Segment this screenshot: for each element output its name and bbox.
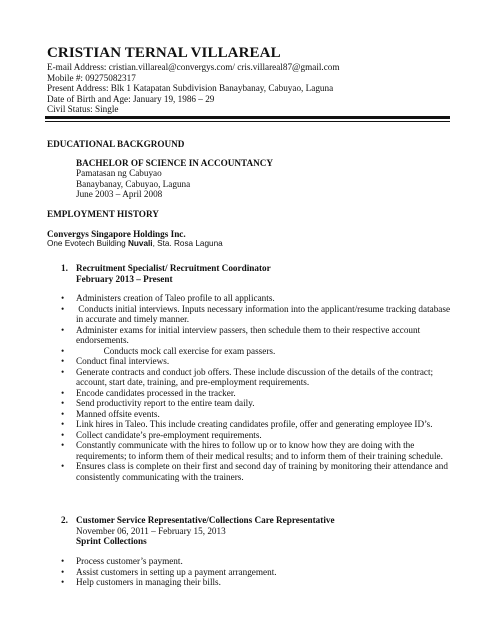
- job-2-dates: November 06, 2011 – February 15, 2013: [76, 525, 226, 536]
- email-line: E-mail Address: cristian.villareal@convergys.com/ cris.villareal87@gmail.com: [47, 62, 340, 72]
- education-dates: June 2003 – April 2008: [76, 189, 163, 200]
- duty-item: • Conduct final interviews.: [61, 356, 170, 366]
- company-address: One Evotech Building Nuvali, Sta. Rosa Laguna: [47, 239, 223, 249]
- duty-item: • Conducts mock call exercise for exam passers.: [61, 345, 276, 356]
- job-2-header: [61, 515, 335, 547]
- bullet-icon: •: [61, 303, 65, 314]
- duty-item: • Conducts initial interviews. Inputs necessary information into the applicant/resume tracking database in accurate and timely manner.: [61, 303, 453, 324]
- bullet-icon: •: [61, 566, 65, 577]
- bullet-icon: •: [61, 577, 65, 587]
- bullet-icon: •: [61, 345, 65, 356]
- civil-status-line: Civil Status: Single: [47, 104, 119, 115]
- mobile-line: Mobile #: 09275082317: [47, 72, 136, 83]
- education-heading: EDUCATIONAL BACKGROUND: [47, 139, 185, 149]
- bullet-icon: •: [61, 556, 65, 566]
- duty-item: • Process customer’s payment.: [61, 556, 183, 566]
- bullet-icon: •: [61, 293, 65, 303]
- job-1-header: [61, 263, 271, 284]
- bullet-icon: •: [61, 387, 65, 398]
- header-rule-thin: [45, 121, 450, 122]
- employment-heading: EMPLOYMENT HISTORY: [47, 209, 159, 219]
- duty-item: • Assist customers in setting up a payment arrangement.: [61, 566, 277, 577]
- bullet-icon: •: [61, 398, 65, 408]
- duty-item: • Ensures class is complete on their first and second day of training by monitoring their attendance and consistently communicating with the trainers.: [61, 461, 451, 482]
- duty-item: • Send productivity report to the entire team daily.: [61, 398, 255, 408]
- duty-item: • Manned offsite events.: [61, 408, 160, 419]
- education-entry: [76, 158, 273, 200]
- job-2-company: Sprint Collections: [76, 536, 147, 546]
- bullet-icon: •: [61, 408, 65, 419]
- job-2-title: Customer Service Representative/Collections Care Representative: [76, 515, 335, 525]
- birth-line: Date of Birth and Age: January 19, 1986 – 29: [47, 93, 215, 104]
- header-rule-thick: [45, 116, 450, 119]
- duty-item: • Administer exams for initial interview passers, then schedule them to their respective account endorsements.: [61, 324, 423, 345]
- duty-item: • Constantly communicate with the hires to follow up or to know how they are doing with the requirements; to inform them of their medical results; and to inform them of their training schedule.: [61, 440, 443, 461]
- applicant-name: CRISTIAN TERNAL VILLAREAL: [47, 45, 281, 61]
- contact-block: [47, 62, 340, 115]
- school: Pamatasan ng Cabuyao: [76, 168, 162, 179]
- duty-item: • Help customers in managing their bills.: [61, 577, 221, 587]
- duty-item: • Collect candidate’s pre-employment requirements.: [61, 429, 262, 440]
- bullet-icon: •: [61, 419, 65, 429]
- bullet-icon: •: [61, 440, 65, 450]
- duty-item: • Generate contracts and conduct job offers. These include discussion of the details of the contract; account, start date, training, and pre-employment requirements.: [61, 366, 436, 387]
- duty-item: • Encode candidates processed in the tracker.: [61, 387, 236, 398]
- address-line: Present Address: Blk 1 Katapatan Subdivision Banaybanay, Cabuyao, Laguna: [47, 83, 334, 94]
- bullet-icon: •: [61, 324, 65, 335]
- job-2-duties: [61, 556, 451, 588]
- job-2-number: 2.: [61, 515, 68, 525]
- bullet-icon: •: [61, 356, 65, 366]
- bullet-icon: •: [61, 429, 65, 440]
- company-name: Convergys Singapore Holdings Inc.: [47, 229, 186, 239]
- bullet-icon: •: [61, 366, 65, 377]
- duty-item: • Link hires in Taleo. This include creating candidates profile, offer and generating employee ID’s.: [61, 419, 433, 429]
- job-1-number: 1.: [61, 263, 68, 273]
- job-1-title: Recruitment Specialist/ Recruitment Coordinator: [76, 263, 271, 273]
- bullet-icon: •: [61, 461, 65, 471]
- job-1-duties: [61, 293, 451, 482]
- school-location: Banaybanay, Cabuyao, Laguna: [76, 178, 191, 189]
- job-1-dates: February 2013 – Present: [76, 273, 173, 284]
- degree: BACHELOR OF SCIENCE IN ACCOUNTANCY: [76, 158, 274, 168]
- duty-item: • Administers creation of Taleo profile to all applicants.: [61, 293, 275, 303]
- company-block: [47, 229, 223, 250]
